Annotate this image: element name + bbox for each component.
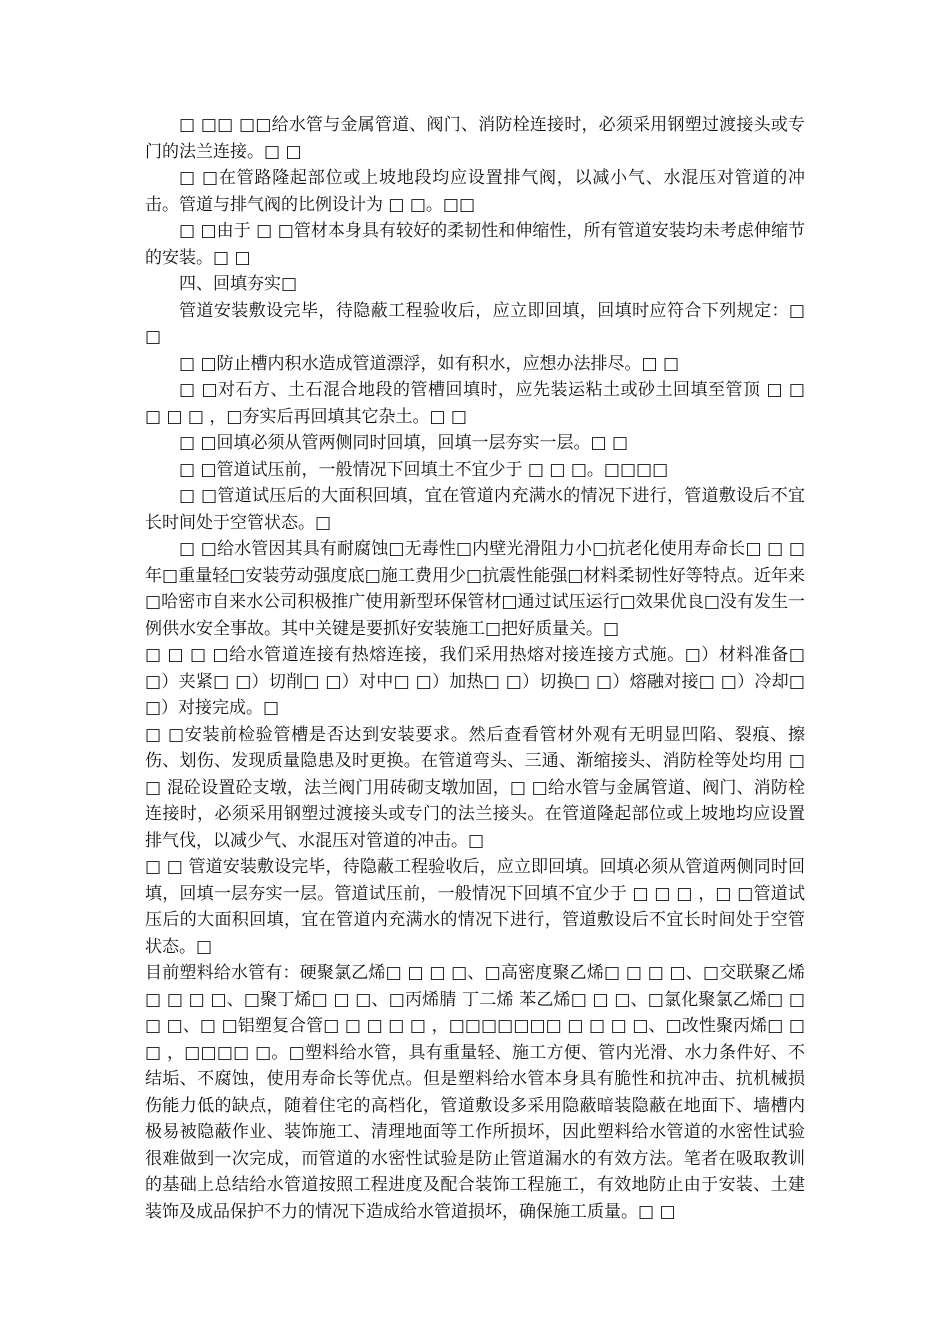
paragraph-15: 目前塑料给水管有：硬聚氯乙烯□ □ □ □、□高密度聚乙烯□ □ □ □、□交联聚乙烯□ □ □ □、□聚丁烯□ □ □、□丙烯腈 丁二烯 苯乙烯□ □ □、□氯化聚氯乙烯□ □ □ □、□ □铝塑复合管□ □ □ □ □ ，□□□□□□□ □ □ □ □、□改性聚丙烯□ □ □ ，□□□□ □。□塑料给水管，具有重量轻、施工方便、管内光滑、水力条件好、不结垢、不腐蚀，使用寿命长等优点。但是塑料给水管本身具有脆性和抗冲击、抗机械损伤能力低的缺点，随着住宅的高档化，管道敷设多采用隐蔽暗装隐蔽在地面下、墙槽内极易被隐蔽作业、装饰施工、清理地面等工作所损坏，因此塑料给水管道的水密性试验很难做到一次完成，而管道的水密性试验是防止管道漏水的有效方法。笔者在吸取教训的基础上总结给水管道按照工程进度及配合装饰工程施工，有效地防止由于安装、土建装饰及成品保护不力的情况下造成给水管道损坏，确保施工质量。□ □ (145, 963, 805, 1222)
document-page (145, 112, 805, 1225)
paragraph-1: □ □□ □□给水管与金属管道、阀门、消防栓连接时，必须采用钢塑过渡接头或专门的法兰连接。□ □ (145, 115, 805, 162)
section-heading-backfill: 四、回填夯实□ (179, 274, 298, 294)
paragraph-6: □ □防止槽内积水造成管道漂浮，如有积水，应想办法排尽。□ □ (179, 353, 680, 374)
paragraph-11: □ □给水管因其具有耐腐蚀□无毒性□内壁光滑阻力小□抗老化使用寿命长□ □ □ 年□重量轻□安装劳动强度底□施工费用少□抗震性能强□材料柔韧性好等特点。近年来□哈密市自来水公司积极推广使用新型环保管材□通过试压运行□效果优良□没有发生一例供水安全事故。其中关键是要抓好安装施工□把好质量关。□ (145, 539, 805, 639)
paragraph-8: □ □回填必须从管两侧同时回填，回填一层夯实一层。□ □ (179, 433, 629, 453)
paragraph-13: □ □安装前检验管槽是否达到安装要求。然后查看管材外观有无明显凹陷、裂痕、擦伤、划伤、发现质量隐患及时更换。在管道弯头、三通、渐缩接头、消防栓等处均用 □ □ 混砼设置砼支墩，法兰阀门用砖砌支墩加固，□ □给水管与金属管道、阀门、消防栓连接时，必须采用钢塑过渡接头或专门的法兰接头。在管道隆起部位或上坡地均应设置排气伐，以减少气、水混压对管道的冲击。□ (145, 724, 805, 851)
paragraph-7: □ □对石方、土石混合地段的管槽回填时，应先装运粘土或砂土回填至管顶 □ □ □ □ □ ，□夯实后再回填其它杂土。□ □ (145, 380, 805, 427)
paragraph-10: □ □管道试压后的大面积回填，宜在管道内充满水的情况下进行，管道敷设后不宜长时间处于空管状态。□ (145, 486, 805, 533)
paragraph-12: □ □ □ □给水管道连接有热熔连接，我们采用热熔对接连接方式施。□）材料准备□ □）夹紧□ □）切削□ □）对中□ □）加热□ □）切换□ □）熔融对接□ □）冷却□ □）对接完成。□ (145, 645, 805, 718)
paragraph-2: □ □在管路隆起部位或上坡地段均应设置排气阀，以减小气、水混压对管道的冲击。管道与排气阀的比例设计为 □ □。□□ (145, 168, 805, 215)
paragraph-14: □ □ 管道安装敷设完毕，待隐蔽工程验收后，应立即回填。回填必须从管道两侧同时回填，回填一层夯实一层。管道试压前，一般情况下回填不宜少于 □ □ □ ，□ □管道试压后的大面积回填，宜在管道内充满水的情况下进行，管道敷设后不宜长时间处于空管状态。□ (145, 857, 805, 957)
paragraph-5: 管道安装敷设完毕，待隐蔽工程验收后，应立即回填，回填时应符合下列规定：□ □ (145, 300, 805, 347)
paragraph-9: □ □管道试压前，一般情况下回填土不宜少于 □ □ □。□□□□ (179, 459, 669, 480)
paragraph-3: □ □由于 □ □管材本身具有较好的柔韧性和伸缩性，所有管道安装均未考虑伸缩节的安装。□ □ (145, 221, 805, 268)
